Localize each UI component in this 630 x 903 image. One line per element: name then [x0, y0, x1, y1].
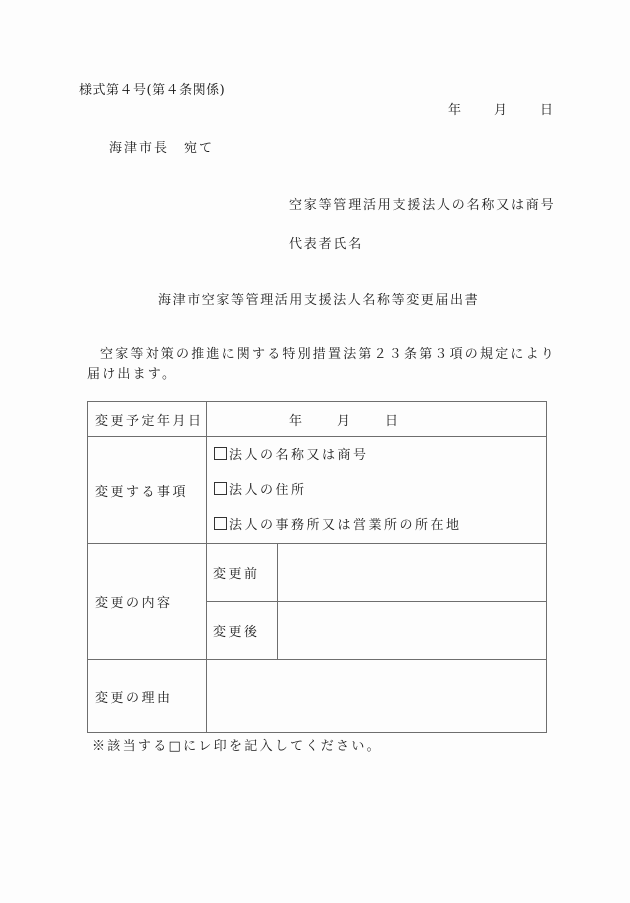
date-day-field[interactable]: 日 [540, 103, 554, 118]
checkbox-icon[interactable] [214, 517, 227, 530]
change-date-day: 日 [385, 413, 401, 429]
change-form-table [87, 401, 547, 733]
after-change-field[interactable] [278, 602, 547, 660]
submission-date [448, 99, 553, 118]
before-change-field[interactable] [278, 544, 547, 602]
checkbox-icon[interactable] [214, 482, 227, 495]
change-date-month: 月 [337, 413, 353, 429]
option-label: 法人の事務所又は営業所の所在地 [229, 517, 462, 533]
table-row-change-reason [88, 660, 547, 733]
option-label: 法人の住所 [229, 482, 307, 498]
table-row-change-items [88, 437, 547, 544]
representative-name-label: 代表者氏名 [289, 237, 364, 252]
label-after-change: 変更後 [207, 602, 278, 660]
label-change-date: 変更予定年月日 [88, 402, 207, 437]
option-label: 法人の名称又は商号 [229, 447, 369, 463]
label-change-items: 変更する事項 [88, 437, 207, 544]
change-date-year: 年 [289, 413, 305, 429]
change-items-options [207, 437, 547, 544]
option-corporate-name[interactable] [207, 438, 546, 473]
date-year-field[interactable]: 年 [448, 103, 462, 118]
document-title: 海津市空家等管理活用支援法人名称等変更届出書 [158, 293, 480, 308]
checkbox-icon[interactable] [214, 447, 227, 460]
applicant-name-label: 空家等管理活用支援法人の名称又は商号 [289, 198, 556, 213]
addressee: 海津市長 宛て [109, 141, 215, 156]
body-text: 空家等対策の推進に関する特別措置法第２３条第３項の規定により届け出ます。 [87, 347, 557, 382]
form-number: 様式第４号(第４条関係) [79, 83, 226, 98]
label-change-reason: 変更の理由 [88, 660, 207, 733]
change-reason-field[interactable] [207, 660, 547, 733]
date-month-field[interactable]: 月 [494, 103, 508, 118]
footnote: ※該当する□にレ印を記入してください。 [92, 739, 382, 754]
table-row-change-date [88, 402, 547, 437]
label-before-change: 変更前 [207, 544, 278, 602]
option-corporate-address[interactable] [207, 473, 546, 508]
option-office-location[interactable] [207, 508, 546, 543]
label-change-content: 変更の内容 [88, 544, 207, 660]
table-row-change-before [88, 544, 547, 602]
change-date-field[interactable] [207, 402, 547, 437]
